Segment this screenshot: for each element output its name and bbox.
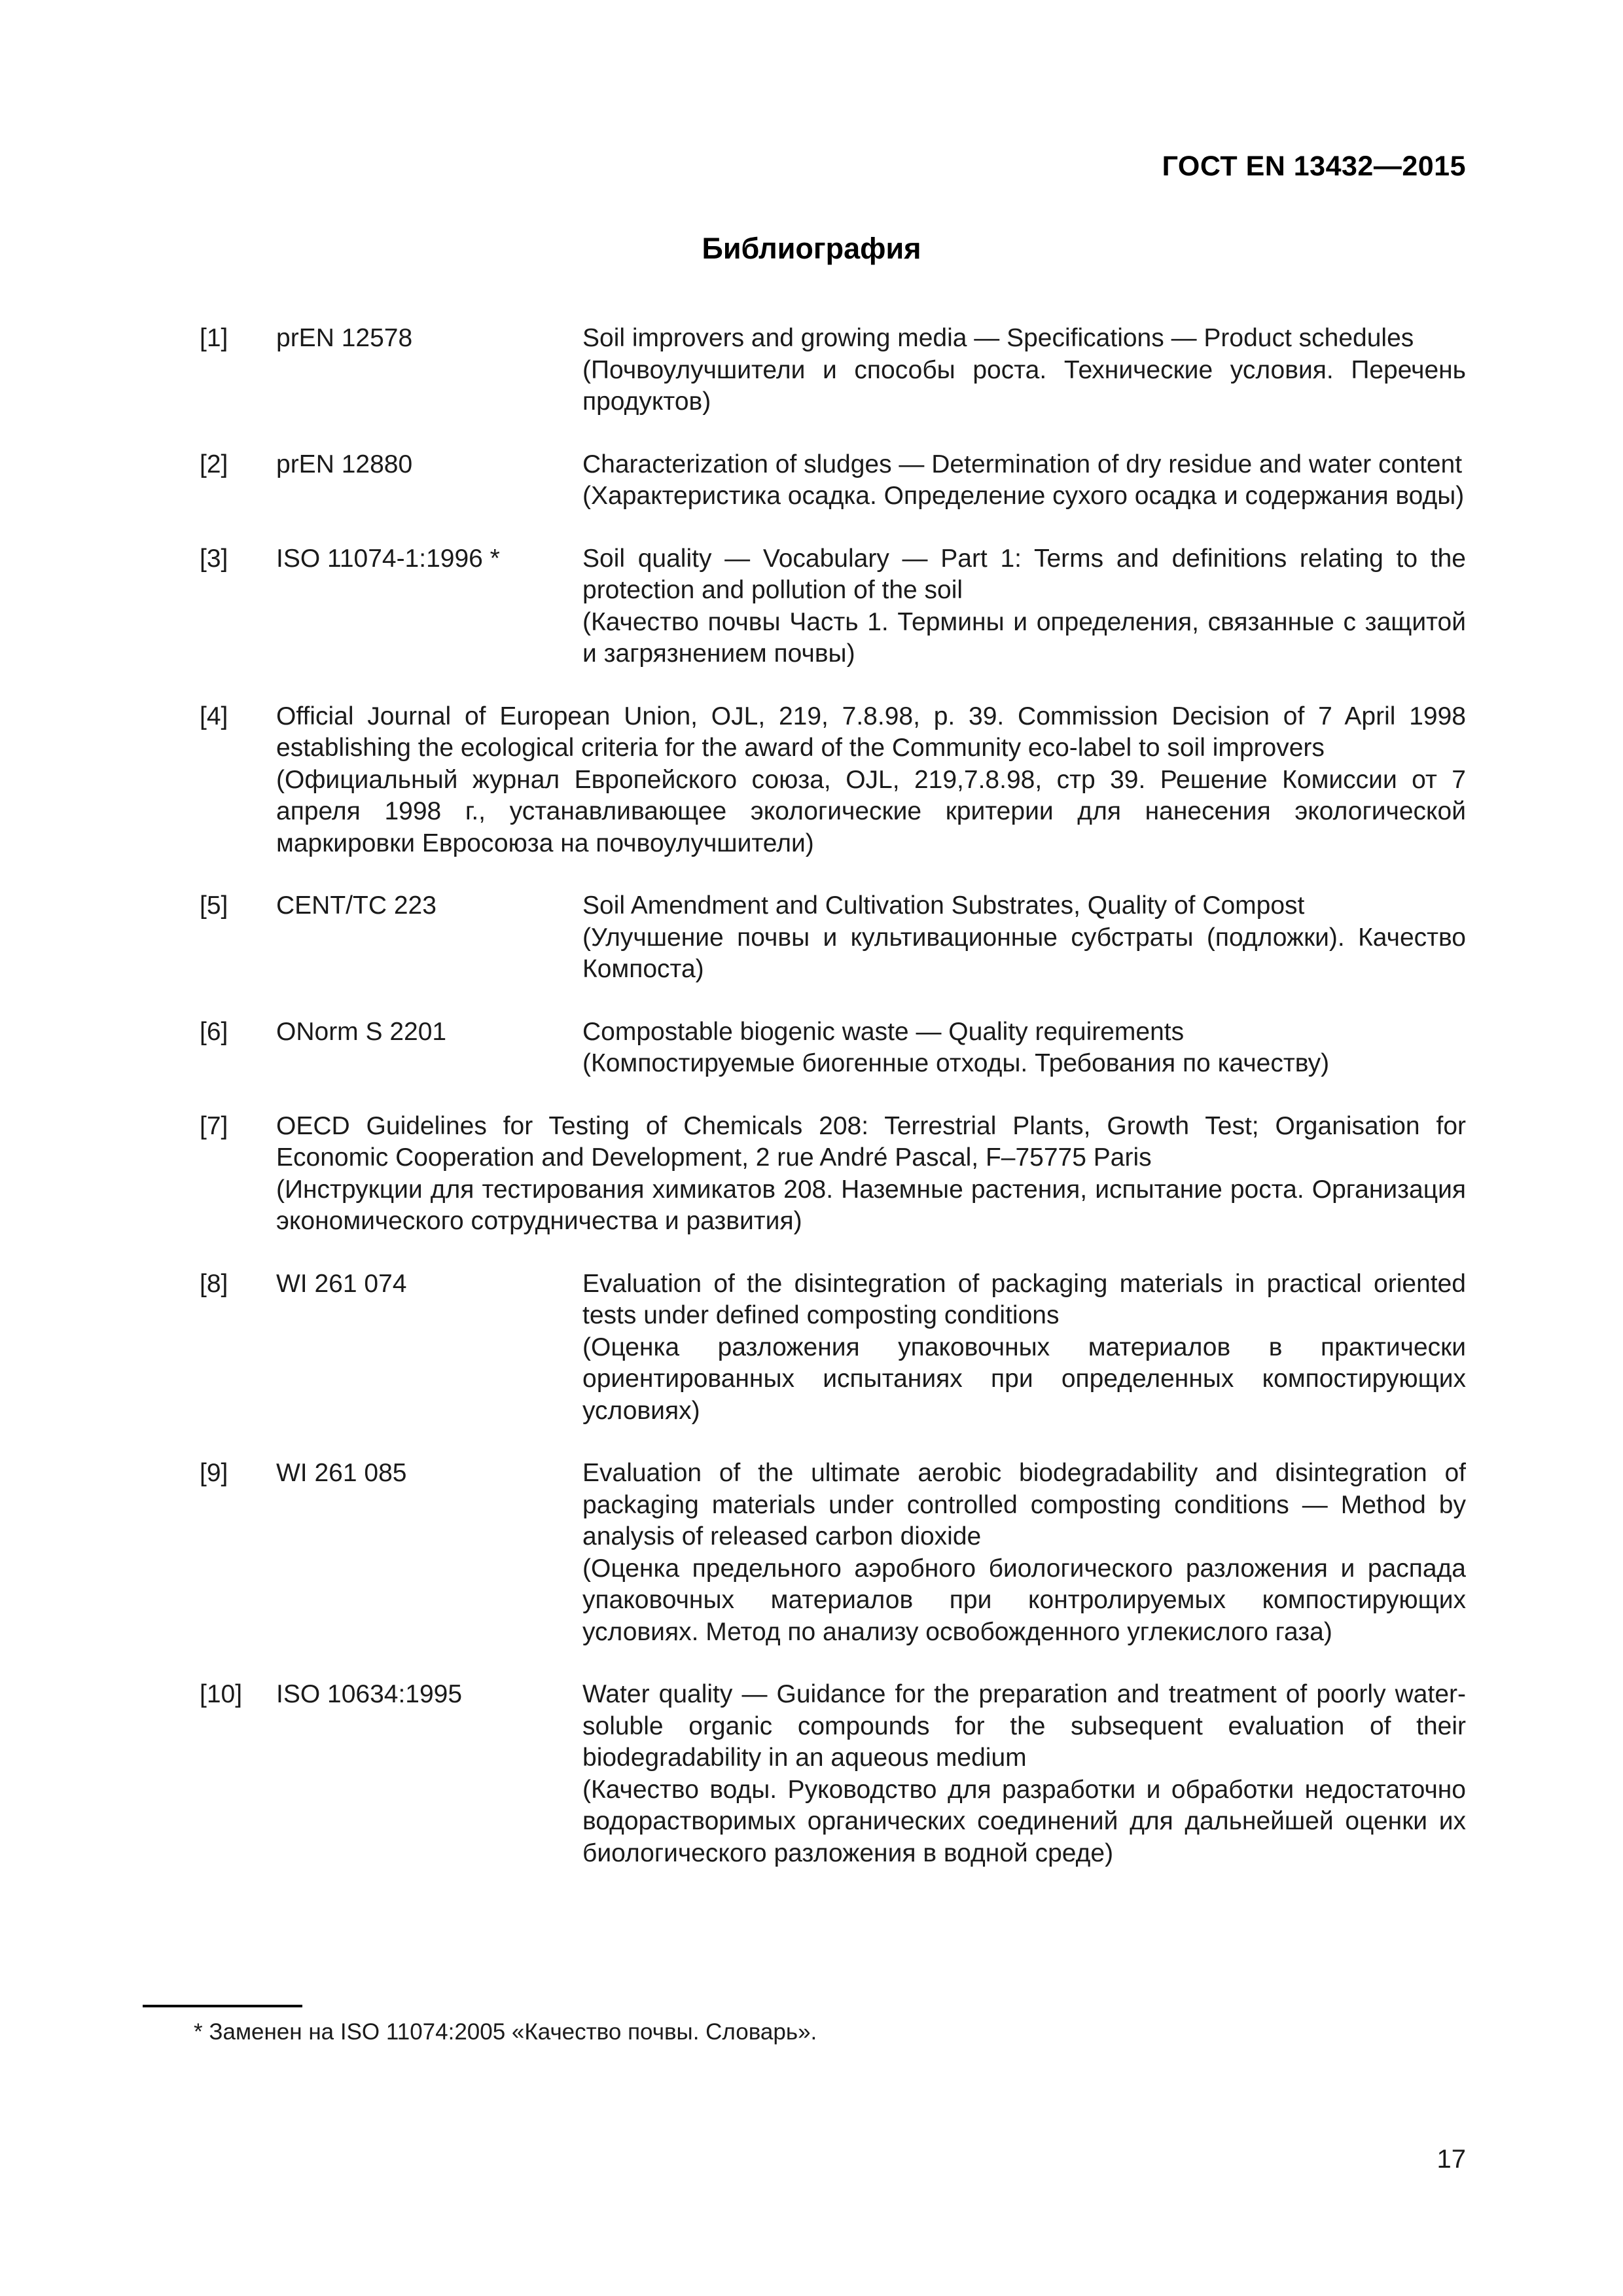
entry-description bbox=[582, 1679, 1466, 1869]
entry-number: [8] bbox=[200, 1269, 228, 1298]
entry-description bbox=[582, 1458, 1466, 1648]
bibliography-entry-7 bbox=[200, 1111, 1466, 1238]
entry-number: [3] bbox=[200, 544, 228, 573]
entry-title-en: Evaluation of the disintegration of packaging materials in practical oriented tests under defined composting conditions bbox=[582, 1269, 1466, 1329]
bibliography-entry-10 bbox=[200, 1679, 1466, 1869]
bibliography-entry-6 bbox=[200, 1016, 1466, 1080]
bibliography-entry-1 bbox=[200, 323, 1466, 418]
page-title: Библиография bbox=[702, 232, 921, 265]
entry-title-ru: (Почвоулучшители и способы роста. Технические условия. Перечень продуктов) bbox=[582, 355, 1466, 416]
entry-title-en: Official Journal of European Union, OJL, 219, 7.8.98, p. 39. Commission Decision of 7 April 1998 establishing the ecological criteria for the award of the Community eco-label to soil improvers bbox=[276, 702, 1466, 762]
bibliography-entry-9 bbox=[200, 1458, 1466, 1648]
entry-title-ru: (Оценка разложения упаковочных материалов в практически ориентированных испытаниях при определенных компостирующих условиях) bbox=[582, 1333, 1466, 1425]
entry-number: [7] bbox=[200, 1111, 228, 1140]
entry-number: [5] bbox=[200, 891, 228, 920]
bibliography-list bbox=[200, 323, 1466, 1900]
footnote-divider bbox=[143, 2005, 302, 2007]
entry-title-ru: (Компостируемые биогенные отходы. Требования по качеству) bbox=[582, 1049, 1330, 1077]
entry-code: WI 261 074 bbox=[276, 1269, 407, 1298]
entry-title-en: Soil improvers and growing media — Specifications — Product schedules bbox=[582, 324, 1414, 352]
entry-code: prEN 12578 bbox=[276, 324, 413, 352]
bibliography-entry-2 bbox=[200, 449, 1466, 512]
footnote: * Заменен на ISO 11074:2005 «Качество почвы. Словарь». bbox=[194, 2019, 817, 2045]
entry-code: CENT/TC 223 bbox=[276, 891, 437, 920]
entry-description bbox=[582, 323, 1466, 418]
entry-number: [4] bbox=[200, 702, 228, 730]
entry-code: ONorm S 2201 bbox=[276, 1017, 447, 1046]
entry-description bbox=[276, 1111, 1466, 1238]
entry-title-en: Water quality — Guidance for the preparation and treatment of poorly water-soluble organic compounds for the subsequent evaluation of their biodegradability in an aqueous medium bbox=[582, 1680, 1466, 1772]
entry-number: [1] bbox=[200, 324, 228, 352]
bibliography-entry-8 bbox=[200, 1268, 1466, 1427]
entry-title-ru: (Характеристика осадка. Определение сухого осадка и содержания воды) bbox=[582, 482, 1465, 510]
standard-code: ГОСТ EN 13432—2015 bbox=[1162, 151, 1466, 182]
entry-number: [2] bbox=[200, 450, 228, 478]
entry-title-ru: (Оценка предельного аэробного биологического разложения и распада упаковочных материалов при контролируемых компостирующих условиях. Метод по анализу освобожденного углекислого газа) bbox=[582, 1554, 1466, 1646]
entry-code: WI 261 085 bbox=[276, 1459, 407, 1487]
entry-description bbox=[582, 1268, 1466, 1427]
entry-title-en: Soil Amendment and Cultivation Substrates, Quality of Compost bbox=[582, 891, 1305, 920]
entry-title-ru: (Инструкции для тестирования химикатов 208. Наземные растения, испытание роста. Организация экономического сотрудничества и развития) bbox=[276, 1175, 1466, 1235]
entry-title-en: Evaluation of the ultimate aerobic biodegradability and disintegration of packaging materials under controlled composting conditions — Method by analysis of released carbon dioxide bbox=[582, 1459, 1466, 1551]
entry-description bbox=[582, 1016, 1466, 1080]
entry-title-en: OECD Guidelines for Testing of Chemicals 208: Terrestrial Plants, Growth Test; Organisation for Economic Cooperation and Development, 2 rue André Pascal, F–75775 Paris bbox=[276, 1111, 1466, 1172]
entry-number: [10] bbox=[200, 1680, 243, 1708]
entry-title-ru: (Официальный журнал Европейского союза, OJL, 219,7.8.98, стр 39. Решение Комиссии от 7 апреля 1998 г., устанавливающее экологические критерии для нанесения экологической маркировки Евросоюза на почвоулучшители) bbox=[276, 765, 1466, 857]
entry-title-en: Soil quality — Vocabulary — Part 1: Terms and definitions relating to the protection and pollution of the soil bbox=[582, 544, 1466, 604]
entry-description bbox=[276, 701, 1466, 860]
entry-code: ISO 10634:1995 bbox=[276, 1680, 463, 1708]
bibliography-entry-4 bbox=[200, 701, 1466, 860]
entry-title-en: Compostable biogenic waste — Quality requirements bbox=[582, 1017, 1185, 1046]
bibliography-entry-5 bbox=[200, 890, 1466, 986]
entry-title-ru: (Улучшение почвы и культивационные субстраты (подложки). Качество Компоста) bbox=[582, 923, 1466, 983]
entry-title-ru: (Качество почвы Часть 1. Термины и определения, связанные с защитой и загрязнением почвы) bbox=[582, 607, 1466, 668]
entry-title-en: Characterization of sludges — Determination of dry residue and water content bbox=[582, 450, 1463, 478]
entry-description bbox=[582, 449, 1466, 512]
entry-code: ISO 11074-1:1996 * bbox=[276, 544, 500, 573]
entry-title-ru: (Качество воды. Руководство для разработки и обработки недостаточно водорастворимых органических соединений для дальнейшей оценки их биологического разложения в водной среде) bbox=[582, 1775, 1466, 1867]
entry-number: [9] bbox=[200, 1459, 228, 1487]
bibliography-entry-3 bbox=[200, 543, 1466, 670]
entry-number: [6] bbox=[200, 1017, 228, 1046]
entry-code: prEN 12880 bbox=[276, 450, 413, 478]
entry-description bbox=[582, 543, 1466, 670]
entry-description bbox=[582, 890, 1466, 986]
page-number: 17 bbox=[1436, 2145, 1466, 2174]
